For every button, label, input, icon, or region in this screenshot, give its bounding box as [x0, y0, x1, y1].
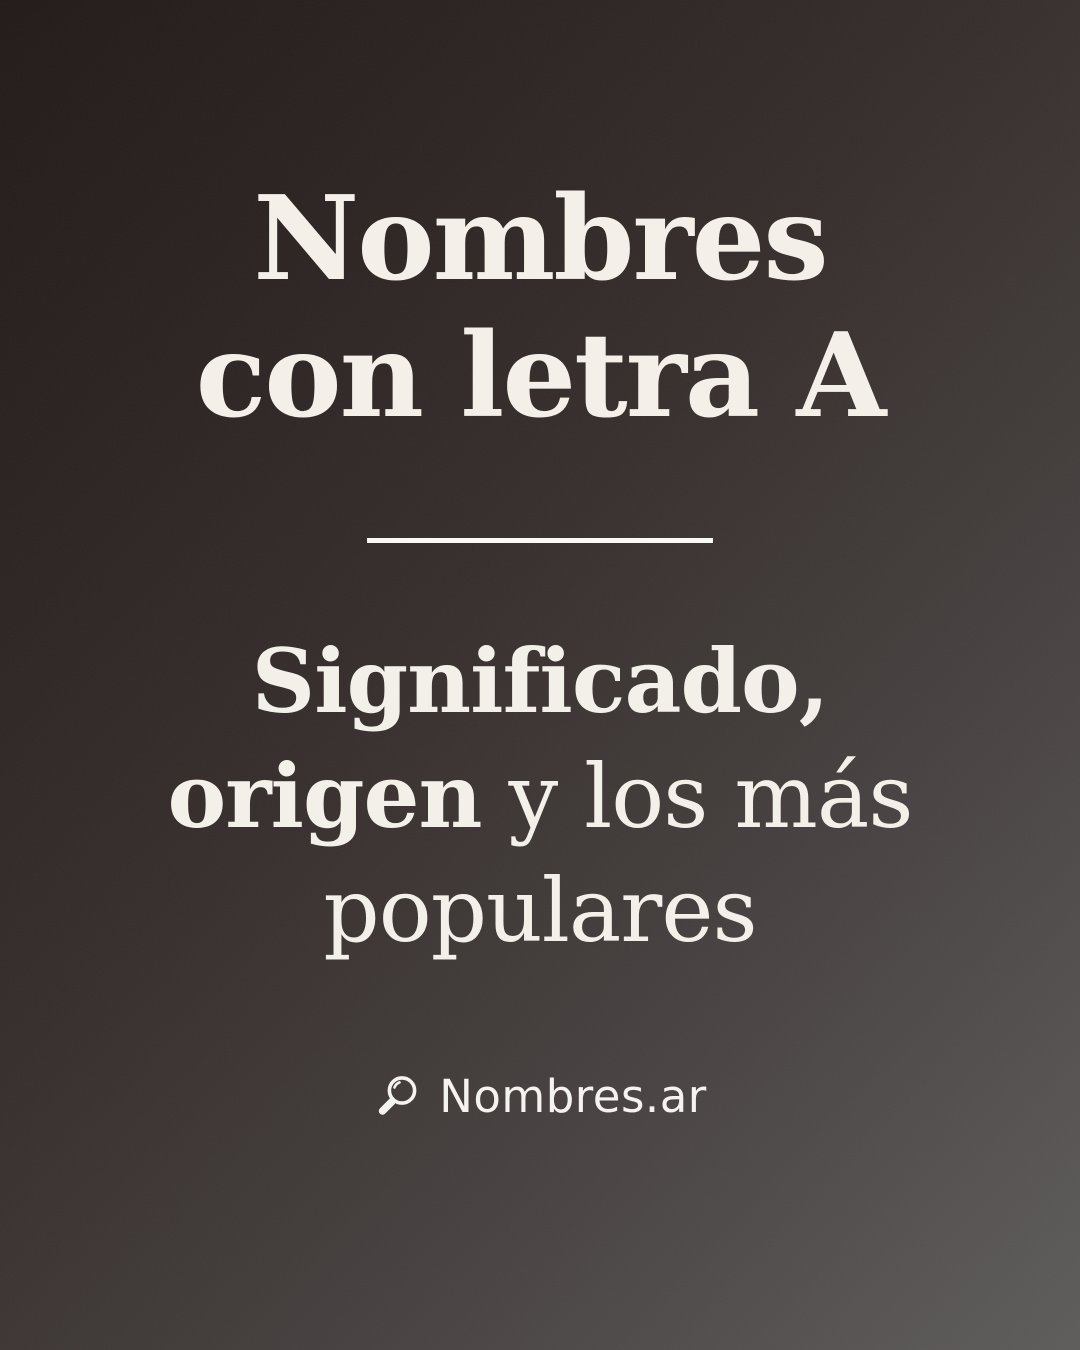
- magnifier-icon: [373, 1071, 423, 1121]
- title-line-1: Nombres: [253, 171, 827, 307]
- subtitle-line-3: populares: [323, 859, 757, 962]
- page-title: [0, 171, 1080, 445]
- divider-line: [367, 538, 713, 543]
- subtitle-word-significado: Significado,: [251, 629, 829, 733]
- subtitle-line-2-regular: y los más: [481, 745, 913, 848]
- subtitle-word-origen: origen: [167, 744, 482, 848]
- subtitle-line-1: [0, 624, 1080, 739]
- brand-name: Nombres.ar: [439, 1069, 707, 1123]
- subtitle: [0, 624, 1080, 968]
- brand-logo: [0, 1064, 1080, 1128]
- title-line-2: con letra A: [195, 308, 885, 444]
- subtitle-line-2: [0, 739, 1080, 854]
